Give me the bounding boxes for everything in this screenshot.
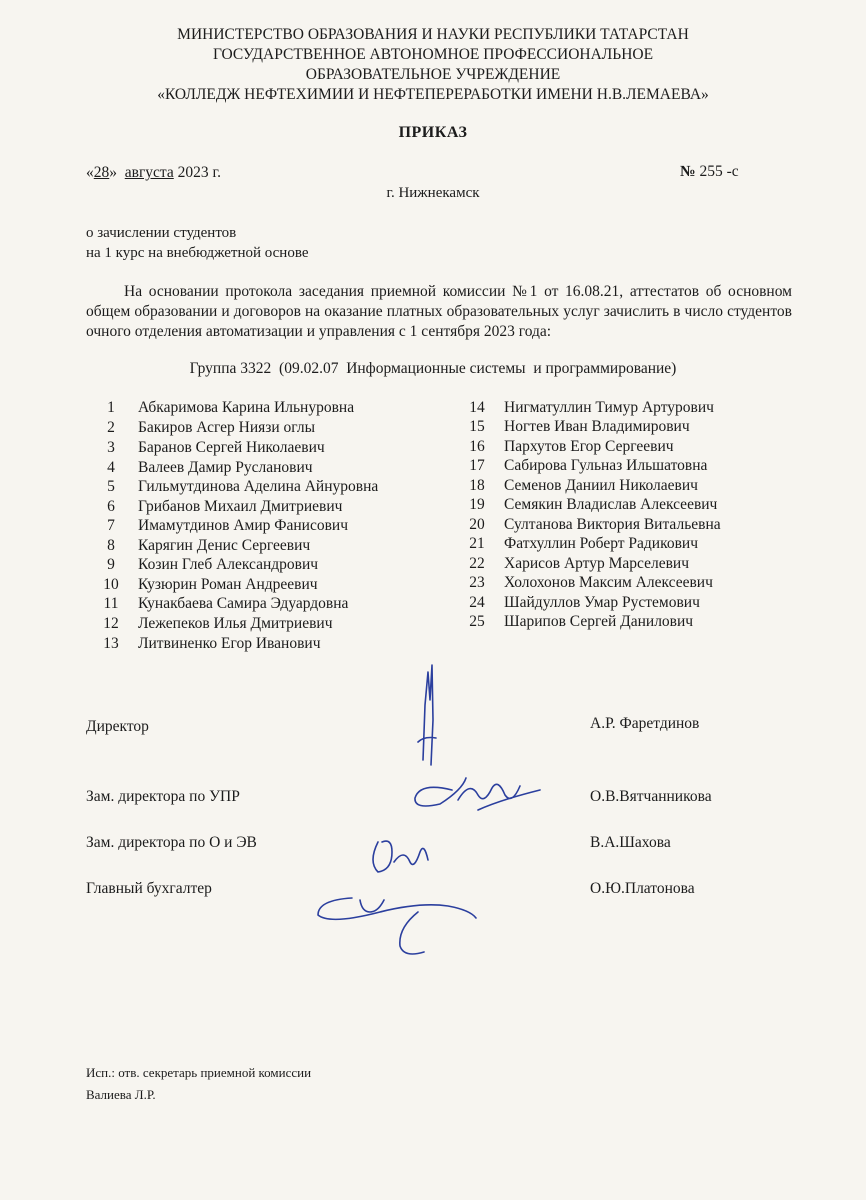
executor-line-2: Валиева Л.Р. [86,1087,156,1102]
student-name: Литвиненко Егор Иванович [138,635,321,652]
student-number: 14 [469,399,485,416]
signatory-name: В.А.Шахова [590,834,671,851]
signatory-name: А.Р. Фаретдинов [590,715,700,732]
student-number: 11 [103,595,119,612]
student-number: 19 [469,496,485,513]
student-number: 4 [107,459,115,476]
director-signature [418,665,436,765]
date-month: августа [124,164,174,181]
executor-note [86,1062,311,1106]
student-name: Баранов Сергей Николаевич [138,439,325,456]
student-number: 12 [103,615,119,632]
student-number: 24 [469,594,485,611]
student-name: Шайдуллов Умар Рустемович [504,594,700,611]
student-name: Имамутдинов Амир Фанисович [138,517,348,534]
student-name: Бакиров Асгер Ниязи оглы [138,419,316,436]
student-number: 15 [469,418,485,435]
student-number: 17 [469,457,485,474]
student-number: 20 [469,516,485,533]
order-city: г. Нижнекамск [386,185,480,201]
signatory-title: Директор [86,718,149,735]
student-name: Валеев Дамир Русланович [138,459,313,476]
signatory-name: О.Ю.Платонова [590,880,695,897]
signatory-title: Зам. директора по О и ЭВ [86,834,257,851]
student-name: Абкаримова Карина Ильнуровна [138,399,355,416]
date-day: 28 [93,164,110,181]
student-name: Шарипов Сергей Данилович [504,613,694,630]
date-year: 2023 г. [177,164,222,181]
group-heading: Группа 3322 (09.02.07 Информационные системы и программирование) [189,360,677,377]
student-number: 2 [107,419,115,436]
accountant-signature [318,898,476,954]
date-open-quote: « [86,164,94,181]
subject-line-2: на 1 курс на внебюджетной основе [86,245,309,261]
deputy-oev-signature [373,841,428,872]
student-number: 23 [469,574,485,591]
student-name: Фатхуллин Роберт Радикович [504,535,698,552]
signatory-title: Зам. директора по УПР [86,788,240,805]
signatory-name: О.В.Вятчанникова [590,788,712,805]
student-name: Семякин Владислав Алексеевич [504,496,718,513]
student-name: Кузюрин Роман Андреевич [138,576,318,593]
date-close-quote: » [109,164,117,181]
student-number: 3 [107,439,115,456]
student-name: Грибанов Михаил Дмитриевич [138,498,343,515]
student-number: 5 [107,478,115,495]
student-name: Гильмутдинова Аделина Айнуровна [138,478,379,495]
student-name: Лежепеков Илья Дмитриевич [138,615,333,632]
order-title: ПРИКАЗ [398,124,468,141]
student-name: Кунакбаева Самира Эдуардовна [138,595,349,612]
student-number: 8 [107,537,115,554]
student-number: 22 [469,555,485,572]
student-name: Сабирова Гульназ Ильшатовна [504,457,708,474]
student-number: 9 [107,556,115,573]
student-name: Нигматуллин Тимур Артурович [504,399,714,416]
executor-line-1: Исп.: отв. секретарь приемной комиссии [86,1065,312,1080]
student-number: 18 [469,477,485,494]
number-label: № [680,163,696,180]
student-name: Холохонов Максим Алексеевич [504,574,713,591]
subject-line-1: о зачислении студентов [86,225,237,241]
number-value: 255 -с [699,163,739,180]
header-line-3: ОБРАЗОВАТЕЛЬНОЕ УЧРЕЖДЕНИЕ [305,66,561,83]
student-number: 10 [103,576,119,593]
student-number: 13 [103,635,119,652]
student-name: Ногтев Иван Владимирович [504,418,690,435]
order-body: На основании протокола заседания приемной комиссии №1 от 16.08.21, аттестатов об основном общем образовании и договоров на оказание платных образовательных услуг зачислить в число студентов очного отделения автоматизации и управления с 1 сентября 2023 года: [86,283,792,340]
header-line-2: ГОСУДАРСТВЕННОЕ АВТОНОМНОЕ ПРОФЕССИОНАЛЬНОЕ [212,46,654,63]
header-line-4: «КОЛЛЕДЖ НЕФТЕХИМИИ И НЕФТЕПЕРЕРАБОТКИ ИМЕНИ Н.В.ЛЕМАЕВА» [157,86,709,103]
deputy-upr-signature [415,778,540,810]
student-number: 25 [469,613,485,630]
student-name: Пархутов Егор Сергеевич [504,438,674,455]
student-number: 21 [469,535,485,552]
header-line-1: МИНИСТЕРСТВО ОБРАЗОВАНИЯ И НАУКИ РЕСПУБЛИКИ ТАТАРСТАН [177,26,689,43]
student-number: 7 [107,517,115,534]
student-name: Козин Глеб Александрович [138,556,319,573]
student-number: 1 [107,399,115,416]
student-name: Султанова Виктория Витальевна [504,516,721,533]
student-number: 16 [469,438,485,455]
student-name: Харисов Артур Марселевич [504,555,690,572]
student-name: Карягин Денис Сергеевич [138,537,311,554]
student-name: Семенов Даниил Николаевич [504,477,698,494]
student-number: 6 [107,498,115,515]
signatory-title: Главный бухгалтер [86,880,212,897]
